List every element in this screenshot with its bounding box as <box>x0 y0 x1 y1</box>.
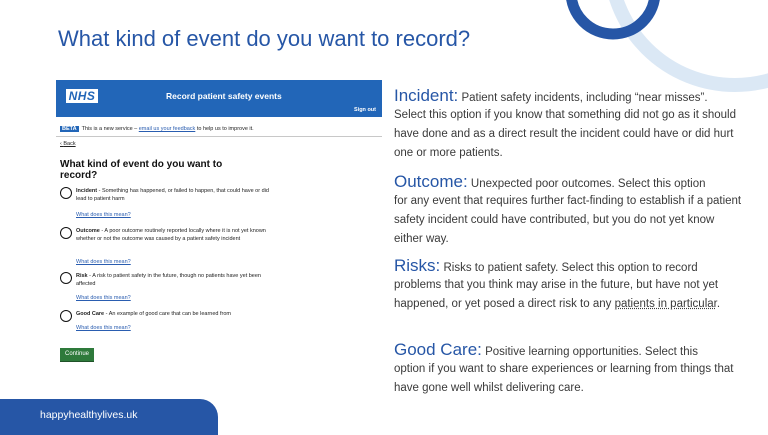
definition-heading: Outcome: <box>394 172 468 191</box>
option-text <box>76 188 276 203</box>
option-text <box>76 228 276 243</box>
nhs-logo[interactable]: NHS <box>66 89 98 103</box>
definition-lead: Patient safety incidents, including “near misses”. <box>458 92 708 104</box>
nhs-header <box>56 80 382 117</box>
radio-good-care[interactable] <box>60 310 72 322</box>
definition-good-care <box>394 340 744 398</box>
definition-heading: Risks: <box>394 256 441 275</box>
definition-body-text: problems that you think may arise in the future, but have not yet happened, or yet posed a direct risk to any <box>394 279 719 310</box>
option-desc: - A poor outcome routinely reported locally where it is not yet known whether or not the outcome was caused by a patient safety incident <box>76 228 266 242</box>
definition-body-end: . <box>716 298 721 310</box>
slide-title: What kind of event do you want to record? <box>58 26 471 51</box>
option-label: Outcome <box>76 228 100 234</box>
option-desc: - Something has happened, or failed to happen, that could have or did lead to patient harm <box>76 188 269 202</box>
back-link[interactable] <box>60 141 76 147</box>
definition-lead: Unexpected poor outcomes. Select this option <box>467 178 706 190</box>
definition-body <box>394 276 744 314</box>
what-does-this-mean-link[interactable]: What does this mean? <box>76 295 131 301</box>
definition-body: for any event that requires further fact-finding to establish if a patient safety incident could have contributed, but you do not yet know either way. <box>394 195 742 245</box>
option-text <box>76 311 276 319</box>
what-does-this-mean-link[interactable]: What does this mean? <box>76 325 131 331</box>
service-name: Record patient safety events <box>166 91 282 101</box>
radio-risk[interactable] <box>60 272 72 284</box>
continue-button[interactable]: Continue <box>60 348 94 362</box>
definition-body: Select this option if you know that something did not go as it should have done and as a direct result the incident could have or did hurt one or more patients. <box>394 109 737 159</box>
beta-banner <box>60 126 254 132</box>
back-chevron-icon: ‹ <box>60 141 64 147</box>
definition-heading: Good Care: <box>394 340 482 359</box>
radio-incident[interactable] <box>60 187 72 199</box>
option-label: Good Care <box>76 311 105 317</box>
definition-heading: Incident: <box>394 86 459 105</box>
footer-url: happyhealthylives.uk <box>40 409 138 421</box>
option-desc: - A risk to patient safety in the future, though no patients have yet been affected <box>76 273 261 287</box>
what-does-this-mean-link[interactable]: What does this mean? <box>76 259 131 265</box>
radio-outcome[interactable] <box>60 227 72 239</box>
option-desc: - An example of good care that can be learned from <box>104 311 232 317</box>
beta-text-end: to help us to improve it. <box>195 126 254 132</box>
feedback-link[interactable]: email us your feedback <box>138 126 196 132</box>
sign-out-link[interactable]: Sign out <box>354 107 376 113</box>
question-heading: What kind of event do you want to record? <box>60 159 223 181</box>
what-does-this-mean-link[interactable]: What does this mean? <box>76 212 131 218</box>
definition-lead: Positive learning opportunities. Select this <box>481 346 698 358</box>
definition-outcome <box>394 172 744 249</box>
definition-lead: Risks to patient safety. Select this option to record <box>440 262 698 274</box>
definition-body-underlined: patients in particular <box>614 298 717 310</box>
back-label: Back <box>63 141 76 147</box>
definition-incident <box>394 86 744 163</box>
decorative-light-ring <box>610 0 768 85</box>
nhs-form-screenshot <box>56 80 382 380</box>
beta-tag: BETA <box>62 126 77 132</box>
option-label: Incident <box>76 188 98 194</box>
beta-text: This is a new service – <box>81 126 139 132</box>
option-label: Risk <box>76 273 88 279</box>
definition-risks <box>394 256 744 314</box>
divider <box>56 136 382 137</box>
option-text <box>76 273 276 288</box>
definition-body: option if you want to share experiences or learning from things that have gone well whilst delivering care. <box>394 363 734 394</box>
